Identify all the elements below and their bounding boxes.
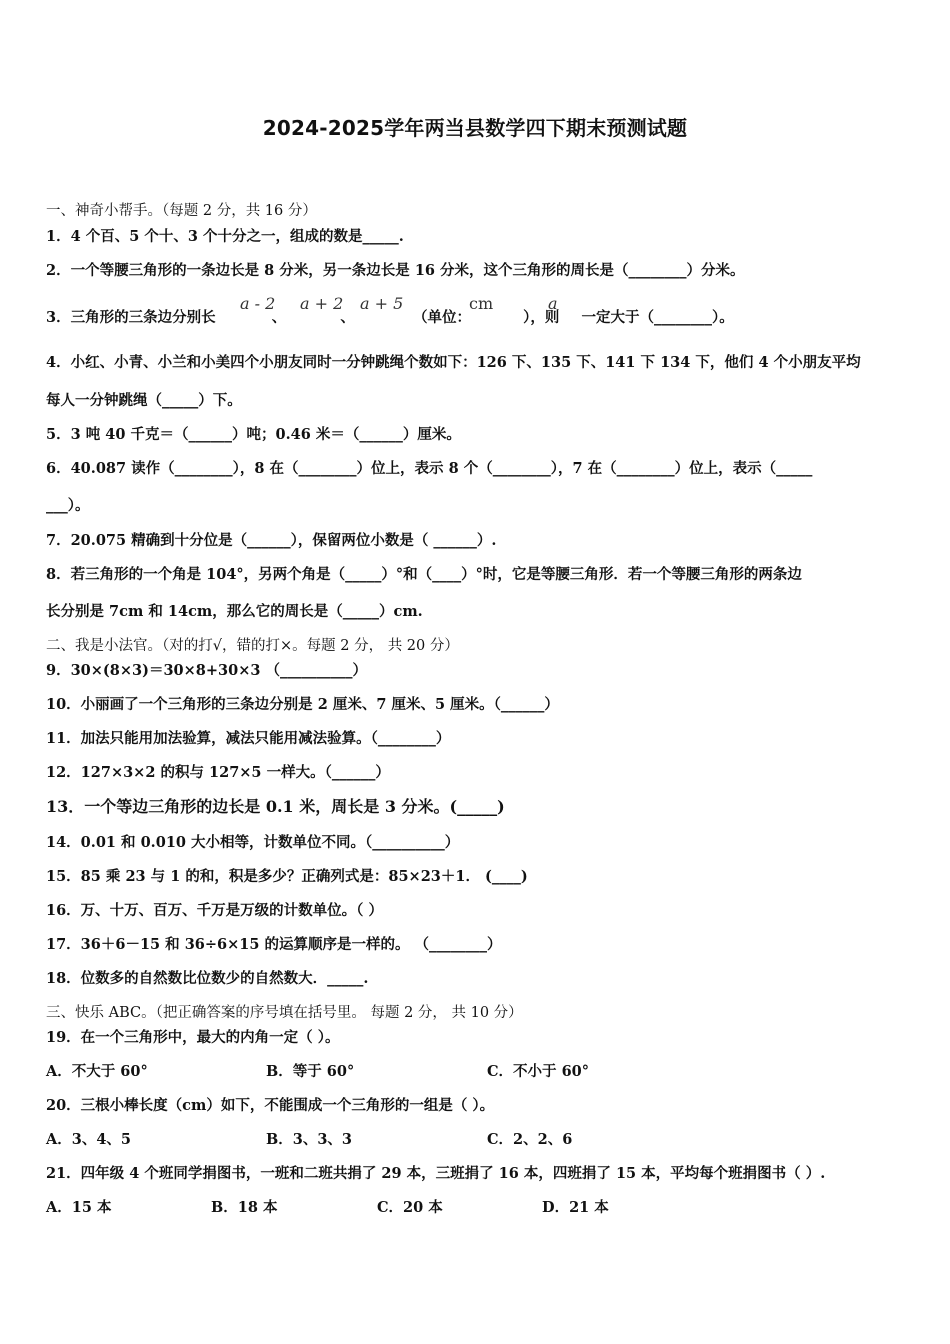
math-expr-a-plus-2: a + 2 xyxy=(300,294,344,313)
math-unit-cm: cm xyxy=(469,294,494,313)
question-19: 19．在一个三角形中，最大的内角一定（ ）。 xyxy=(46,1029,340,1046)
option-a: A．15 本 xyxy=(46,1199,112,1216)
option-b: B．等于 60° xyxy=(266,1063,355,1080)
question-16: 16．万、十万、百万、千万是万级的计数单位。（ ） xyxy=(46,902,383,919)
question-3-after-unit: ），则 xyxy=(523,309,560,326)
question-3-suffix: 一定大于（________）。 xyxy=(581,309,734,326)
question-17: 17．36＋6－15 和 36÷6×15 的运算顺序是一样的。 （________） xyxy=(46,936,502,953)
question-3-sep-1: 、 xyxy=(271,309,287,326)
math-var-a: a xyxy=(548,294,558,313)
question-1: 1．4 个百、5 个十、3 个十分之一，组成的数是_____. xyxy=(46,228,404,245)
question-13: 13．一个等边三角形的边长是 0.1 米，周长是 3 分米。(_____) xyxy=(46,797,505,816)
question-5: 5．3 吨 40 千克＝（______）吨；0.46 米＝（______）厘米。 xyxy=(46,426,461,443)
question-3-middle: （单位： xyxy=(412,309,471,326)
option-b: B．18 本 xyxy=(211,1199,278,1216)
section-3-heading: 三、快乐 ABC。（把正确答案的序号填在括号里。 每题 2 分， 共 10 分） xyxy=(46,1005,523,1021)
question-12: 12．127×3×2 的积与 127×5 一样大。（______） xyxy=(46,764,390,781)
question-14: 14．0.01 和 0.010 大小相等，计数单位不同。（__________） xyxy=(46,834,460,851)
section-1-heading: 一、神奇小帮手。（每题 2 分，共 16 分） xyxy=(46,203,317,219)
question-10: 10．小丽画了一个三角形的三条边分别是 2 厘米、7 厘米、5 厘米。（______） xyxy=(46,696,559,713)
question-9: 9．30×(8×3)＝30×8+30×3 （__________） xyxy=(46,662,367,679)
page-title: 2024-2025学年两当县数学四下期末预测试题 xyxy=(262,116,688,140)
section-2-heading: 二、我是小法官。（对的打√，错的打×。每题 2 分， 共 20 分） xyxy=(46,638,459,654)
option-c: C．20 本 xyxy=(377,1199,443,1216)
question-6-line-1: 6．40.087 读作（________），8 在（________）位上，表示 8 个（________），7 在（________）位上，表示（_____ xyxy=(46,460,813,477)
option-b: B．3、3、3 xyxy=(266,1131,353,1148)
option-c: C．不小于 60° xyxy=(487,1063,590,1080)
option-a: A．3、4、5 xyxy=(46,1131,132,1148)
question-8-line-2: 长分别是 7cm 和 14cm，那么它的周长是（_____）cm. xyxy=(46,603,423,620)
question-21: 21．四年级 4 个班同学捐图书，一班和二班共捐了 29 本，三班捐了 16 本，四班捐了 15 本，平均每个班捐图书（ ）. xyxy=(46,1165,826,1182)
question-8-line-1: 8．若三角形的一个角是 104°，另两个角是（_____）°和（____）°时，它是等腰三角形．若一个等腰三角形的两条边 xyxy=(46,566,802,583)
question-18: 18．位数多的自然数比位数少的自然数大．_____. xyxy=(46,970,369,987)
question-4-line-2: 每人一分钟跳绳（_____）下。 xyxy=(46,392,242,409)
question-3-prefix: 3．三角形的三条边分别长 xyxy=(46,309,216,326)
math-expr-a-plus-5: a + 5 xyxy=(360,294,404,313)
question-6-line-2: ___）。 xyxy=(46,497,90,514)
option-a: A．不大于 60° xyxy=(46,1063,148,1080)
question-15: 15．85 乘 23 与 1 的和，积是多少？正确列式是：85×23＋1． (____) xyxy=(46,868,528,885)
option-d: D．21 本 xyxy=(542,1199,609,1216)
question-7: 7．20.075 精确到十分位是（______），保留两位小数是（ ______）. xyxy=(46,532,497,549)
question-20: 20．三根小棒长度（cm）如下，不能围成一个三角形的一组是（ ）。 xyxy=(46,1097,495,1114)
option-c: C．2、2、6 xyxy=(487,1131,573,1148)
question-3-sep-2: 、 xyxy=(340,309,355,326)
question-2: 2．一个等腰三角形的一条边长是 8 分米，另一条边长是 16 分米，这个三角形的周长是（________）分米。 xyxy=(46,262,745,279)
math-expr-a-minus-2: a - 2 xyxy=(240,294,276,313)
question-4-line-1: 4．小红、小青、小兰和小美四个小朋友同时一分钟跳绳个数如下：126 下、135 下、141 下 134 下，他们 4 个小朋友平均 xyxy=(46,354,861,371)
question-11: 11．加法只能用加法验算，减法只能用减法验算。（________） xyxy=(46,730,451,747)
